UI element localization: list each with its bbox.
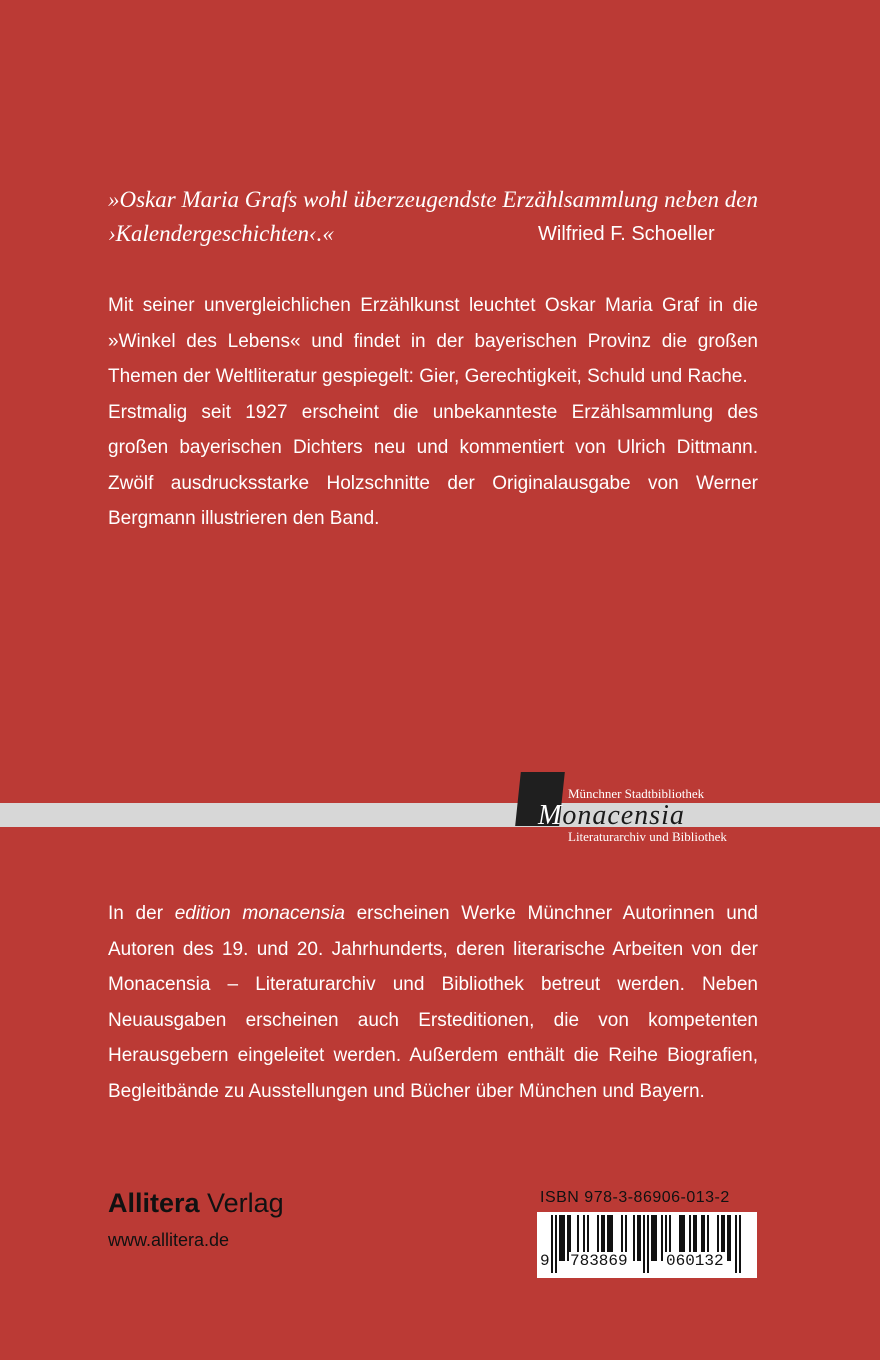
barcode-bar: [727, 1215, 729, 1261]
barcode-bar: [633, 1215, 635, 1261]
series-description: [108, 896, 758, 1109]
blurb-paragraph-2: Erstmalig seit 1927 erscheint die unbekannteste Erzählsammlung des großen bayerischen Dichters neu und kommentiert von Ulrich Dittmann. Zwölf ausdrucksstarke Holzschnitte der Originalausgabe von Werner Bergmann illustrieren den Band.: [108, 401, 758, 529]
barcode-bar: [555, 1215, 557, 1273]
barcode-bar: [559, 1215, 561, 1261]
series-body: erscheinen Werke Münchner Autorinnen und Autoren des 19. und 20. Jahrhunderts, deren literarische Arbeiten von der Monacensia – Literaturarchiv und Bibliothek betreut werden. Neben Neuausgaben erscheinen auch Ersteditionen, die von kompetenten Herausgebern eingeleitet werden. Außerdem enthält die Reihe Biografien, Begleitbände zu Ausstellungen und Bücher über München und Bayern.: [108, 903, 758, 1102]
barcode-bar: [551, 1215, 553, 1273]
barcode-bar: [651, 1215, 653, 1261]
barcode-bar: [643, 1215, 645, 1273]
barcode-bar: [729, 1215, 731, 1261]
series-prefix: In der: [108, 903, 175, 924]
barcode-bar: [661, 1215, 663, 1261]
barcode-bar: [647, 1215, 649, 1273]
book-blurb: [108, 288, 758, 537]
quote-author: Wilfried F. Schoeller: [538, 223, 715, 245]
grey-band: [0, 803, 880, 827]
barcode-digits-right: 060132: [666, 1252, 724, 1270]
barcode-bar: [653, 1215, 655, 1261]
publisher-website: www.allitera.de: [108, 1230, 230, 1250]
barcode-bar: [735, 1215, 737, 1273]
quote-text: »Oskar Maria Grafs wohl überzeugendste Erzählsammlung neben den ›Kalendergeschichten‹.«: [108, 187, 758, 246]
barcode-digits-left: 783869: [570, 1252, 628, 1270]
barcode-digit-first: 9: [540, 1252, 550, 1270]
logo-sub-line: Literaturarchiv und Bibliothek: [568, 829, 727, 844]
publisher-name: [108, 1188, 284, 1219]
series-name: edition monacensia: [174, 903, 345, 924]
barcode-bar: [655, 1215, 657, 1261]
isbn-label: ISBN 978-3-86906-013-2: [540, 1189, 730, 1206]
blurb-paragraph-1: Mit seiner unvergleichlichen Erzählkunst leuchtet Oskar Maria Graf in die »Winkel des Lebens« und findet in der bayerischen Provinz die großen Themen der Weltliteratur gespiegelt: Gier, Gerechtigkeit, Schuld und Rache.: [108, 295, 758, 387]
monacensia-logo: [538, 800, 685, 832]
barcode-bar: [739, 1215, 741, 1273]
barcode-bar: [561, 1215, 563, 1261]
logo-name-first-letter: M: [538, 800, 563, 831]
publisher-name-bold: Allitera: [108, 1188, 200, 1218]
barcode-bar: [637, 1215, 639, 1261]
barcode-bar: [563, 1215, 565, 1261]
logo-name-rest: onacensia: [562, 800, 685, 831]
logo-top-line: Münchner Stadtbibliothek: [568, 786, 705, 801]
barcode-bar: [639, 1215, 641, 1261]
publisher-name-rest: Verlag: [199, 1188, 284, 1218]
